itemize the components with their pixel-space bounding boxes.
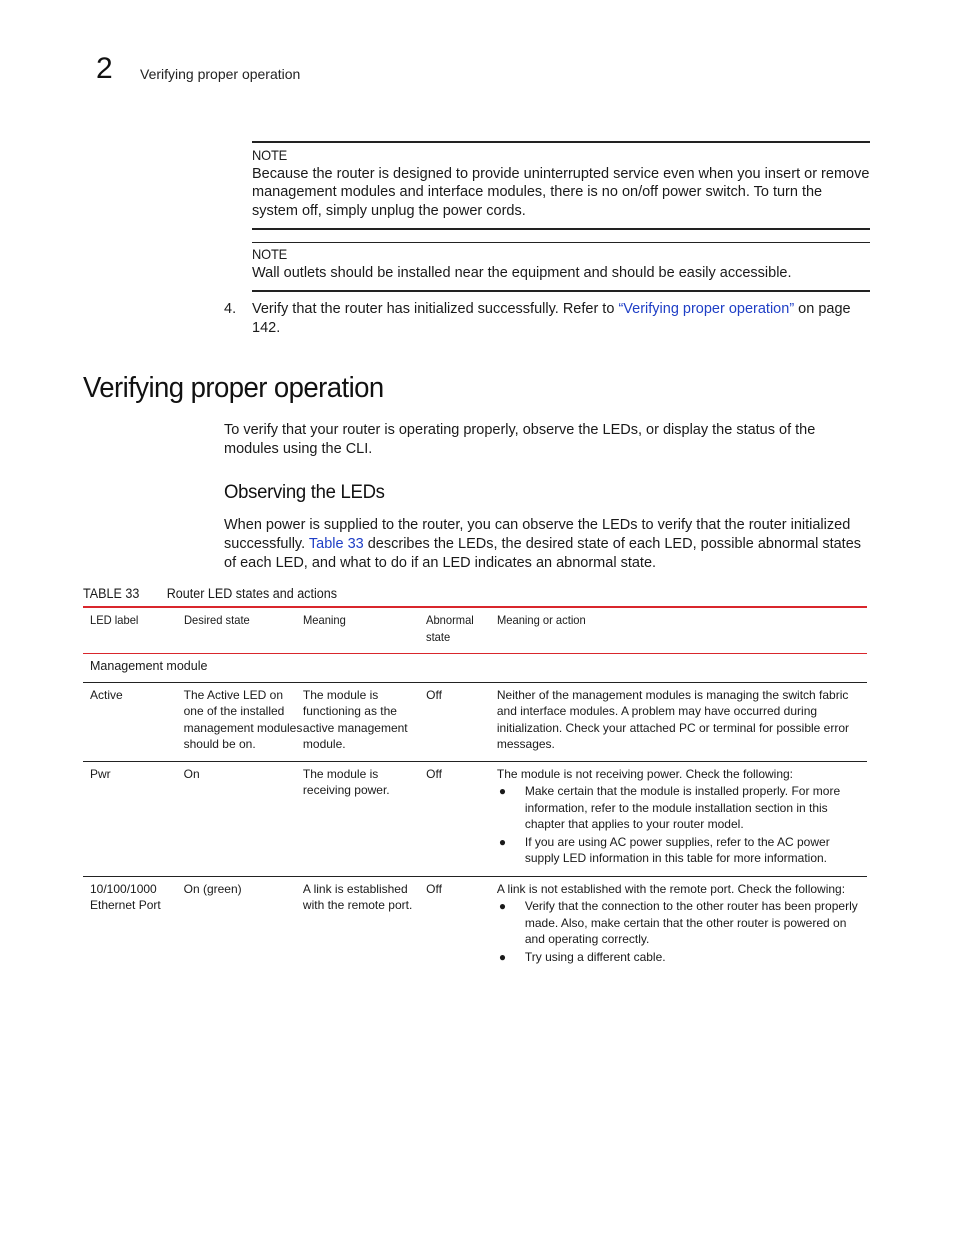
step-text xyxy=(252,300,870,337)
chapter-number: 2 xyxy=(96,52,113,85)
cell-desired-state: The Active LED on one of the installed management modules should be on. xyxy=(184,682,303,761)
note-text: Because the router is designed to provide uninterrupted service even when you insert or remove management modules and interface modules, there is no on/off power switch. To turn the system off, simply unplug the power cords. xyxy=(252,165,870,219)
bullet-icon: ● xyxy=(498,949,507,964)
bullet-item: ● Try using a different cable. xyxy=(498,949,666,964)
section-title: Verifying proper operation xyxy=(83,372,384,404)
cell-desired-state: On xyxy=(184,761,303,876)
column-header: LED label xyxy=(83,607,184,654)
note-box xyxy=(252,141,870,230)
step-number: 4. xyxy=(224,301,237,317)
column-header: Meaning or action xyxy=(497,607,867,654)
cell-led-label: 10/100/1000 Ethernet Port xyxy=(90,881,161,912)
bullet-item: ● If you are using AC power supplies, refer to the AC power supply LED information in this table for more information. xyxy=(498,834,830,865)
table-caption-number: TABLE 33 xyxy=(83,586,140,601)
table-row xyxy=(83,876,867,974)
cell-meaning: The module is functioning as the active management module. xyxy=(303,682,426,761)
step-text-after: on page 142. xyxy=(252,301,851,336)
column-header: Abnormal state xyxy=(426,607,497,654)
step-4 xyxy=(224,300,870,337)
bullet-item: ● Make certain that the module is installed properly. For more information, refer to the module installation section in this chapter that applies to your router model. xyxy=(498,784,841,831)
cell-action: The module is not receiving power. Check the following: ● Make certain that the module is installed properly. For more information, refer to the module installation section in this chapter that applies to your router model. ● If you are using AC power supplies, refer to the AC power supply LED information in this table for more information. xyxy=(497,761,867,876)
bullet-list xyxy=(497,898,861,965)
bullet-icon: ● xyxy=(498,784,507,798)
cell-desired-state: On (green) xyxy=(183,881,242,896)
verifying-proper-operation-link[interactable]: “Verifying proper operation” xyxy=(618,301,795,317)
table-row xyxy=(83,761,867,876)
cell-led-label: Active xyxy=(83,682,184,761)
bullet-list xyxy=(497,783,861,867)
step-text-before: Verify that the router has initialized successfully. Refer to xyxy=(252,301,619,317)
led-states-table xyxy=(83,606,867,974)
cell-led-label: Pwr xyxy=(83,761,184,876)
note-label: NOTE xyxy=(252,246,288,262)
cell-abnormal-state: Off xyxy=(426,682,497,761)
running-header-title: Verifying proper operation xyxy=(140,66,301,82)
table-caption-title: Router LED states and actions xyxy=(166,586,337,601)
table-section-label: Management module xyxy=(83,654,867,683)
table-row xyxy=(83,682,867,761)
cell-abnormal-state: Off xyxy=(426,761,497,876)
note-label: NOTE xyxy=(252,147,288,163)
bullet-icon: ● xyxy=(498,834,507,849)
cell-meaning: A link is established with the remote port. xyxy=(302,881,413,912)
cell-action: Neither of the management modules is managing the switch fabric and interface modules. A problem may have occurred during initialization. Check your attached PC or terminal for possible error messages. xyxy=(497,682,867,761)
note-box xyxy=(252,242,870,292)
column-header: Meaning xyxy=(303,607,426,654)
paragraph-text-after: describes the LEDs, the desired state of each LED, possible abnormal states of each LED, and what to do if an LED indicates an abnormal state. xyxy=(224,536,862,571)
table-section-row xyxy=(83,654,867,683)
table-caption xyxy=(83,586,337,601)
paragraph-text-before: When power is supplied to the router, you can observe the LEDs to verify that the router initialized successfully. xyxy=(224,517,851,552)
table-header-row xyxy=(83,607,867,654)
column-header: Desired state xyxy=(184,607,303,654)
bullet-icon: ● xyxy=(498,899,507,913)
section-intro: To verify that your router is operating properly, observe the LEDs, or display the status of the modules using the CLI. xyxy=(224,422,816,457)
subsection-title: Observing the LEDs xyxy=(224,481,385,503)
bullet-item: ● Verify that the connection to the other router has been properly made. Also, make certain that the other router is powered on and operating correctly. xyxy=(498,899,858,946)
table-33-link[interactable]: Table 33 xyxy=(308,536,364,552)
cell-action: A link is not established with the remote port. Check the following: ● Verify that the connection to the other router has been properly made. Also, make certain that the other router is powered on and operating correctly. ● Try using a different cable. xyxy=(497,876,867,974)
subsection-paragraph xyxy=(224,516,870,573)
cell-meaning: The module is receiving power. xyxy=(303,761,426,876)
cell-abnormal-state: Off xyxy=(426,881,442,896)
note-text: Wall outlets should be installed near the equipment and should be easily accessible. xyxy=(252,264,792,281)
